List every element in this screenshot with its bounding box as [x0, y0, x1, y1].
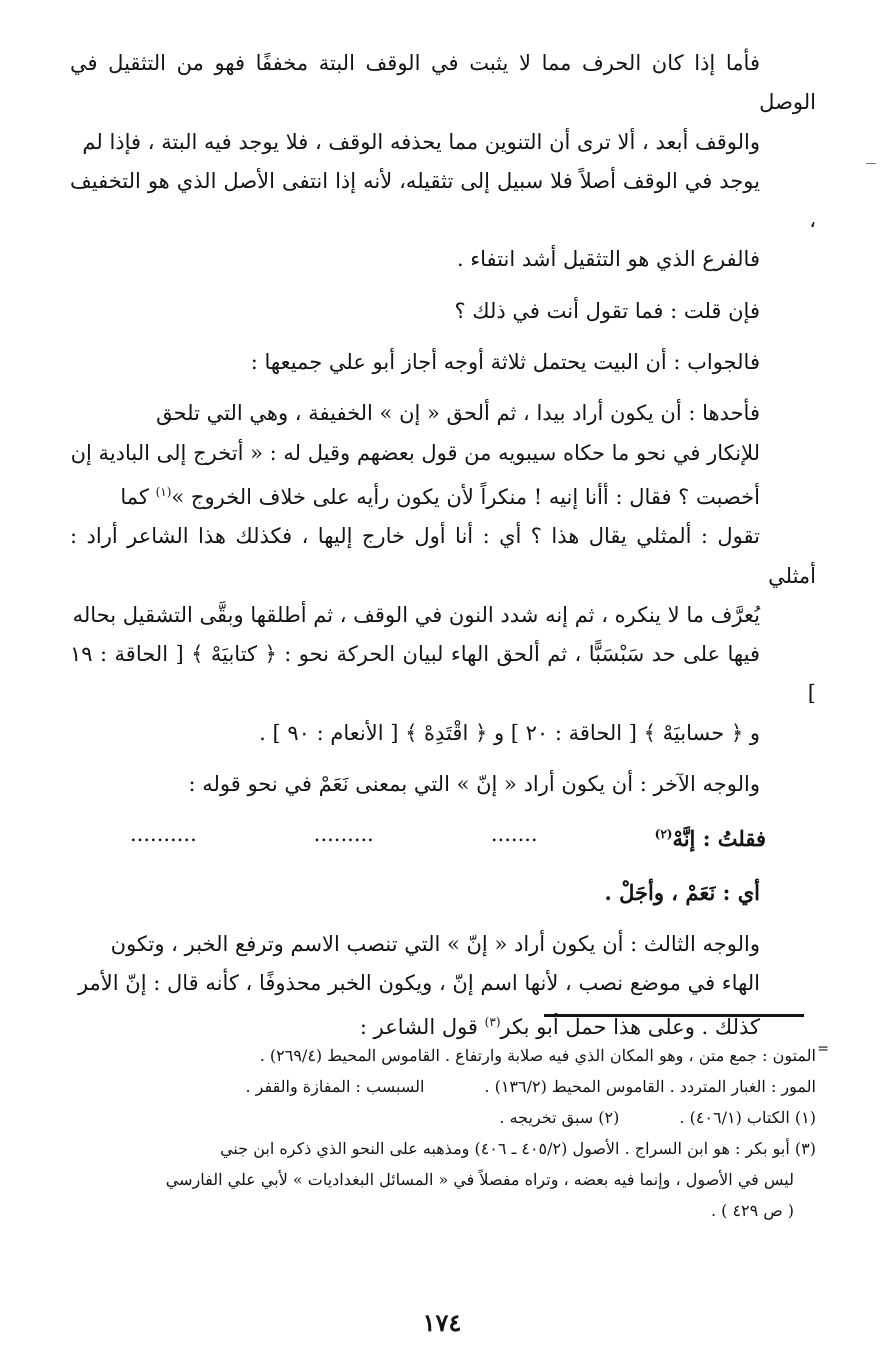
text-line: فأما إذا كان الحرف مما لا يثبت في الوقف البتة مخففًا فهو من التثقيل في الوصل	[70, 51, 816, 115]
footnote-gloss: المتون : جمع متن ، وهو المكان الذي فيه صلابة وارتفاع . القاموس المحيط (٢٦٩/٤) .	[259, 1046, 816, 1065]
footnote-ref-2: (٢)	[654, 827, 673, 842]
footnote-divider	[544, 1014, 804, 1017]
text-segment: كذلك . وعلى هذا حمل أبو بكر	[500, 1015, 760, 1040]
page-number: ١٧٤	[422, 1308, 462, 1337]
footnote-gloss: المور : الغبار المتردد . القاموس المحيط (١٣٦/٢) .	[484, 1077, 816, 1096]
verse-text	[655, 814, 766, 859]
text-line: والوجه الآخر : أن يكون أراد « إنّ » التي بمعنى نَعَمْ في نحو قوله :	[188, 772, 760, 797]
text-segment: قول الشاعر :	[359, 1015, 478, 1040]
footnote-2: (٢) سبق تخريجه .	[499, 1108, 620, 1127]
footnote-row	[70, 1102, 816, 1133]
paragraph-5	[70, 765, 816, 804]
text-line	[70, 473, 816, 517]
footnote-3-line: ليس في الأصول ، وإنما فيه بعضه ، وتراه مفصلاً في « المسائل البغداديات » لأبي علي الفارسي	[165, 1170, 794, 1189]
footnote-1: (١) الكتاب (٤٠٦/١) .	[679, 1108, 816, 1127]
text-line: فالفرع الذي هو التثقيل أشد انتفاء .	[456, 247, 760, 272]
text-line: فأحدها : أن يكون أراد بيدا ، ثم ألحق « إن » الخفيفة ، وهي التي تلحق	[156, 401, 760, 426]
paragraph-3	[70, 343, 816, 382]
continuation-marker: =	[817, 1041, 829, 1057]
text-line: فالجواب : أن البيت يحتمل ثلاثة أوجه أجاز أبو علي جميعها :	[250, 350, 760, 375]
footnotes	[70, 1040, 816, 1226]
text-line: يُعرَّف ما لا ينكره ، ثم إنه شدد النون في الوقف ، ثم أطلقها وبقَّى التشقيل بحاله	[72, 602, 760, 627]
paragraph-6	[70, 873, 816, 912]
footnote-ref-3: (٣)	[484, 1015, 501, 1030]
verse-dots: .......	[490, 822, 538, 847]
margin-mark	[866, 163, 876, 164]
text-line: أي : نَعَمْ ، وأجَلْ .	[604, 880, 760, 906]
verse-line	[70, 814, 816, 859]
text-line: و ﴿ حسابيَهْ ﴾ [ الحاقة : ٢٠ ] و ﴿ اقْتَدِهْ ﴾ [ الأنعام : ٩٠ ] .	[259, 720, 760, 745]
text-line: يوجد في الوقف أصلاً فلا سبيل إلى تثقيله، لأنه إذا انتفى الأصل الذي هو التخفيف ،	[70, 168, 816, 233]
paragraph-1	[70, 44, 816, 280]
verse-dots: ..........	[130, 822, 197, 847]
footnote-3-line: (٣) أبو بكر : هو ابن السراج . الأصول (٤٠٥/٢ ـ ٤٠٦) ومذهبه على النحو الذي ذكره ابن جني	[220, 1139, 816, 1158]
main-text	[70, 44, 816, 1060]
footnote-gloss: السبسب : المفازة والقفر .	[245, 1077, 425, 1096]
footnote-ref-1: (١)	[155, 484, 172, 499]
text-line: فيها على حد سَبْسَبًّا ، ثم ألحق الهاء لبيان الحركة نحو : ﴿ كتابيَهْ ﴾ [ الحاقة : ١٩ ]	[70, 642, 816, 706]
paragraph-7	[70, 925, 816, 1048]
verse-words: فقلتُ : إنَّهْ	[672, 826, 766, 852]
text-line: فإن قلت : فما تقول أنت في ذلك ؟	[454, 298, 760, 323]
text-line: والوجه الثالث : أن يكون أراد « إنّ » التي تنصب الاسم وترفع الخبر ، وتكون	[110, 931, 760, 956]
paragraph-2	[70, 292, 816, 331]
verse-dots: .........	[313, 822, 374, 847]
text-segment: أخصبت ؟ فقال : أأنا إنيه ! منكراً لأن يكون رأيه على خلاف الخروج »	[171, 484, 760, 509]
text-segment: كما	[120, 484, 149, 509]
text-line: والوقف أبعد ، ألا ترى أن التنوين مما يحذفه الوقف ، فلا يوجد فيه البتة ، فإذا لم	[82, 129, 760, 154]
footnote-row	[70, 1071, 816, 1102]
text-line: الهاء في موضع نصب ، لأنها اسم إنّ ، ويكون الخبر محذوفًا ، كأنه قال : إنّ الأمر	[77, 970, 760, 995]
text-line: تقول : ألمثلي يقال هذا ؟ أي : أنا أول خارج إليها ، فكذلك هذا الشاعر أراد : أمثلي	[70, 524, 816, 588]
text-line: للإنكار في نحو ما حكاه سيبويه من قول بعضهم وقيل له : « أتخرج إلى البادية إن	[70, 440, 760, 465]
footnote-3-line: ( ص ٤٢٩ ) .	[710, 1201, 794, 1220]
paragraph-4	[70, 394, 816, 753]
